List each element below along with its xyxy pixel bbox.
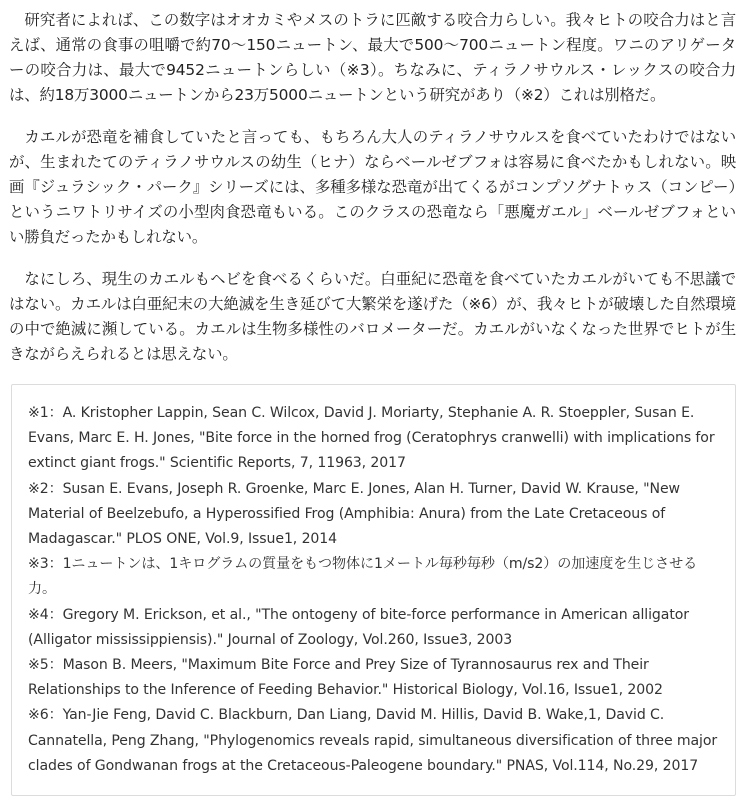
article-body [9, 8, 736, 367]
article-paragraph: 研究者によれば、この数字はオオカミやメスのトラに匹敵する咬合力らしい。我々ヒトの咬合力はと言えば、通常の食事の咀嚼で約70〜150ニュートン、最大で500〜700ニュートン程度。ワニのアリゲーターの咬合力は、最大で9452ニュートンらしい（※3）。ちなみに、ティラノサウルス・レックスの咬合力は、約18万3000ニュートンから23万5000ニュートンという研究があり（※2）これは別格だ。 [9, 11, 736, 104]
article-paragraph: なにしろ、現生のカエルもヘビを食べるくらいだ。白亜紀に恐竜を食べていたカエルがいても不思議ではない。カエルは白亜紀末の大絶滅を生き延びて大繁栄を遂げた（※6）が、我々ヒトが破壊した自然環境の中で絶滅に瀕している。カエルは生物多様性のバロメーターだ。カエルがいなくなった世界でヒトが生きながらえられるとは思えない。 [9, 270, 736, 363]
footnote: ※4：Gregory M. Erickson, et al., "The ontogeny of bite-force performance in American alligator (Alligator mississippiensis)." Journal of Zoology, Vol.260, Issue3, 2003 [28, 606, 689, 648]
footnote: ※5：Mason B. Meers, "Maximum Bite Force and Prey Size of Tyrannosaurus rex and Their Relationships to the Inference of Feeding Behavior." Historical Biology, Vol.16, Issue1, 2002 [28, 657, 663, 699]
footnotes-box [11, 384, 736, 796]
footnote: ※3：1ニュートンは、1キログラムの質量をもつ物体に1メートル毎秒毎秒（m/s2）の加速度を生じさせる力。 [28, 556, 698, 598]
article-paragraph: カエルが恐竜を補食していたと言っても、もちろん大人のティラノサウルスを食べていたわけではないが、生まれたてのティラノサウルスの幼生（ヒナ）ならベールゼブフォは容易に食べたかもしれない。映画『ジュラシック・パーク』シリーズには、多種多様な恐竜が出てくるがコンプソグナトゥス（コンピー）というニワトリサイズの小型肉食恐竜もいる。このクラスの恐竜なら「悪魔ガエル」ベールゼブフォといい勝負だったかもしれない。 [9, 128, 736, 246]
footnote: ※6：Yan-Jie Feng, David C. Blackburn, Dan Liang, David M. Hillis, David B. Wake,1, David C. Cannatella, Peng Zhang, "Phylogenomics reveals rapid, simultaneous diversification of three major clades of Gondwanan frogs at the Cretaceous-Paleogene boundary." PNAS, Vol.114, No.29, 2017 [28, 707, 718, 774]
footnote: ※1：A. Kristopher Lappin, Sean C. Wilcox, David J. Moriarty, Stephanie A. R. Stoeppler, Susan E. Evans, Marc E. H. Jones, "Bite force in the horned frog (Ceratophrys cranwelli) with implications for extinct giant frogs." Scientific Reports, 7, 11963, 2017 [28, 405, 715, 472]
footnote: ※2：Susan E. Evans, Joseph R. Groenke, Marc E. Jones, Alan H. Turner, David W. Krause, "New Material of Beelzebufo, a Hyperossified Frog (Amphibia: Anura) from the Late Cretaceous of Madagascar." PLOS ONE, Vol.9, Issue1, 2014 [28, 480, 680, 548]
